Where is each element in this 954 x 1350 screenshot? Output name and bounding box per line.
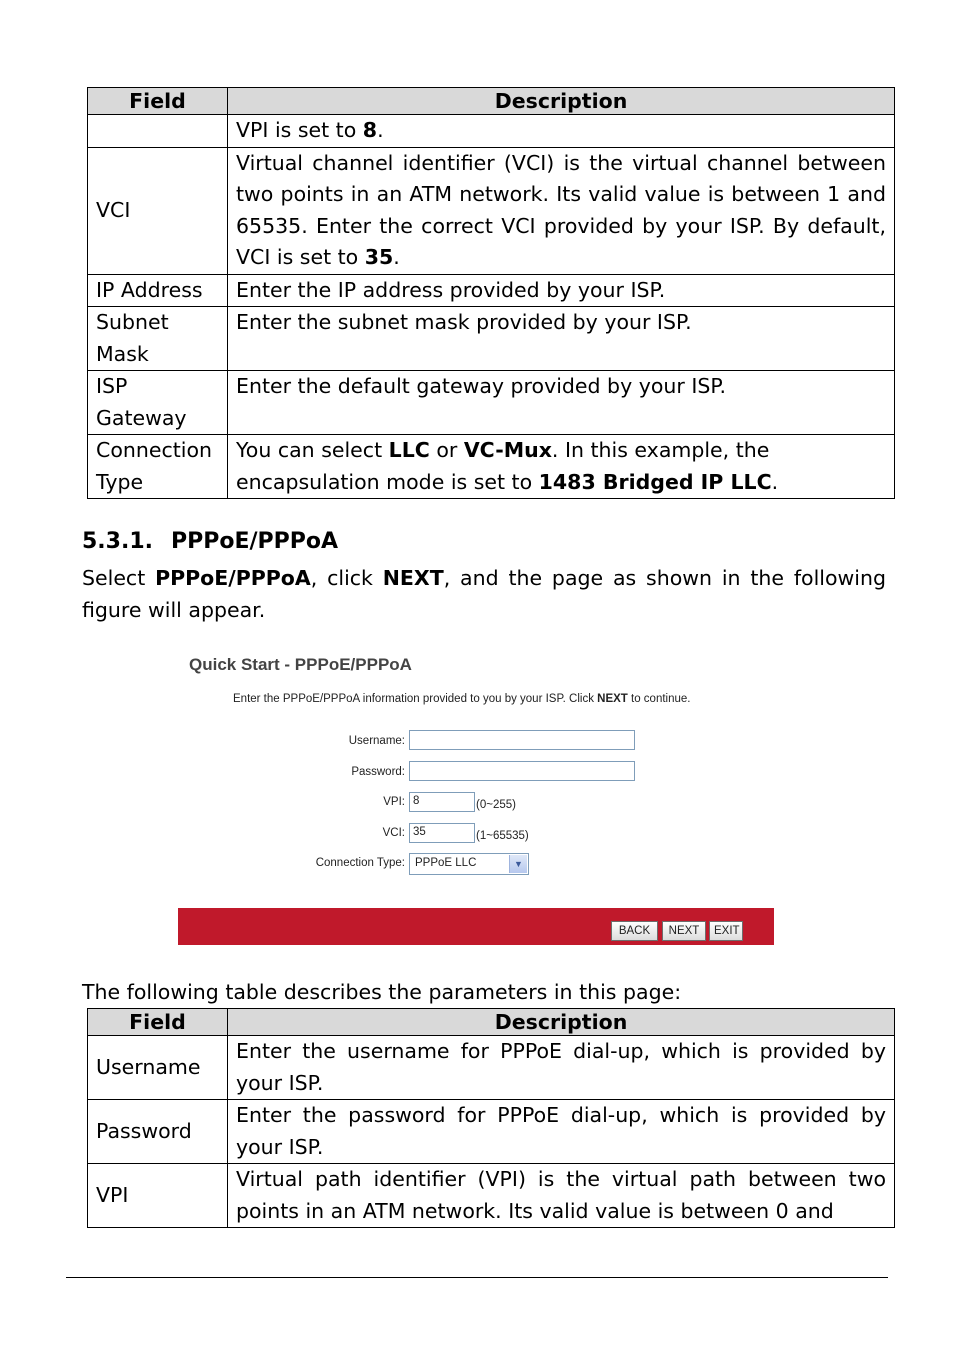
button-bar xyxy=(178,908,774,945)
description-cell: Enter the password for PPPoE dial-up, which is provided by your ISP. xyxy=(228,1100,895,1164)
field-cell: Password xyxy=(88,1100,228,1164)
instruction-pre: Enter the PPPoE/PPPoA information provided to you by your ISP. Click xyxy=(233,693,598,705)
footer-divider xyxy=(66,1277,888,1278)
field-cell: Subnet Mask xyxy=(88,307,228,371)
description-header: Description xyxy=(228,88,895,115)
instruction-bold: NEXT xyxy=(597,693,628,705)
back-button[interactable]: BACK xyxy=(611,921,658,941)
description-cell xyxy=(228,147,895,274)
vci-input[interactable]: 35 xyxy=(409,823,475,843)
desc-text: . xyxy=(771,469,779,494)
password-label: Password: xyxy=(351,766,405,778)
instruction-post: to continue. xyxy=(627,693,691,705)
description-cell: Enter the default gateway provided by your ISP. xyxy=(228,371,895,435)
username-label: Username: xyxy=(348,735,405,747)
vpi-label: VPI: xyxy=(383,796,405,808)
intro-text: , and the page as shown in the following figure will appear. xyxy=(82,566,887,622)
desc-bold: LLC xyxy=(388,438,430,462)
table-row xyxy=(88,1100,895,1164)
desc-text: . In this example, the encapsulation mode is set to xyxy=(236,438,770,494)
parameter-table-continued xyxy=(87,87,895,499)
description-cell: Enter the username for PPPoE dial-up, which is provided by your ISP. xyxy=(228,1036,895,1100)
instruction-text xyxy=(233,693,690,705)
field-cell: Username xyxy=(88,1036,228,1100)
desc-text: . xyxy=(377,118,384,142)
intro-paragraph xyxy=(82,562,886,626)
field-cell: Connection Type xyxy=(88,435,228,499)
exit-button[interactable]: EXIT xyxy=(709,921,743,941)
intro-text: Select xyxy=(82,566,156,590)
table-row xyxy=(88,1036,895,1100)
description-cell: Enter the subnet mask provided by your ISP. xyxy=(228,307,895,371)
intro-bold: PPPoE/PPPoA xyxy=(155,566,311,590)
vpi-input[interactable]: 8 xyxy=(409,792,475,812)
desc-text: VPI is set to xyxy=(236,118,363,142)
field-cell xyxy=(88,115,228,148)
desc-bold: VC-Mux xyxy=(463,438,552,462)
table-row xyxy=(88,1164,895,1228)
desc-text: or xyxy=(429,438,464,462)
quick-start-screenshot xyxy=(178,650,774,946)
intro-bold: NEXT xyxy=(382,566,444,590)
next-button[interactable]: NEXT xyxy=(662,921,706,941)
parameter-table xyxy=(87,1008,895,1228)
table-intro: The following table describes the parameters in this page: xyxy=(82,980,682,1004)
password-input[interactable] xyxy=(409,761,635,781)
quick-start-title: Quick Start - PPPoE/PPPoA xyxy=(189,655,412,674)
username-input[interactable] xyxy=(409,730,635,750)
desc-text: . xyxy=(393,245,400,269)
table-row xyxy=(88,307,895,371)
desc-text: Virtual channel identifier (VCI) is the virtual channel between two points in an ATM network. Its valid value is between 1 and 65535. Enter the correct VCI provided by your ISP. By default, VCI is set to xyxy=(236,150,886,269)
connection-type-select[interactable] xyxy=(409,853,529,875)
table-header-row xyxy=(88,1009,895,1036)
table-row xyxy=(88,371,895,435)
vci-label: VCI: xyxy=(382,827,405,839)
vci-range-hint: (1~65535) xyxy=(476,830,529,842)
field-header: Field xyxy=(88,1009,228,1036)
field-cell: VCI xyxy=(88,147,228,274)
chevron-down-icon[interactable]: ▼ xyxy=(509,855,527,873)
table-row xyxy=(88,115,895,148)
description-cell xyxy=(228,435,895,499)
intro-text: , click xyxy=(310,566,383,590)
connection-type-label: Connection Type: xyxy=(315,857,405,869)
desc-bold: 8 xyxy=(362,118,378,142)
description-cell: Enter the IP address provided by your ISP. xyxy=(228,274,895,307)
field-cell: ISP Gateway xyxy=(88,371,228,435)
description-cell: Virtual path identifier (VPI) is the virtual path between two points in an ATM network. Its valid value is between 0 and xyxy=(228,1164,895,1228)
table-row xyxy=(88,274,895,307)
desc-bold: 35 xyxy=(364,245,394,269)
connection-type-value: PPPoE LLC xyxy=(415,857,477,869)
vpi-range-hint: (0~255) xyxy=(476,799,516,811)
table-row xyxy=(88,147,895,274)
desc-text: You can select xyxy=(236,438,389,462)
field-header: Field xyxy=(88,88,228,115)
field-cell: IP Address xyxy=(88,274,228,307)
field-cell: VPI xyxy=(88,1164,228,1228)
table-row xyxy=(88,435,895,499)
description-header: Description xyxy=(228,1009,895,1036)
section-title: PPPoE/PPPoA xyxy=(171,529,339,554)
section-heading xyxy=(82,529,338,554)
desc-bold: 1483 Bridged IP LLC xyxy=(538,469,772,494)
section-number: 5.3.1. xyxy=(82,529,153,554)
description-cell xyxy=(228,115,895,148)
table-header-row xyxy=(88,88,895,115)
